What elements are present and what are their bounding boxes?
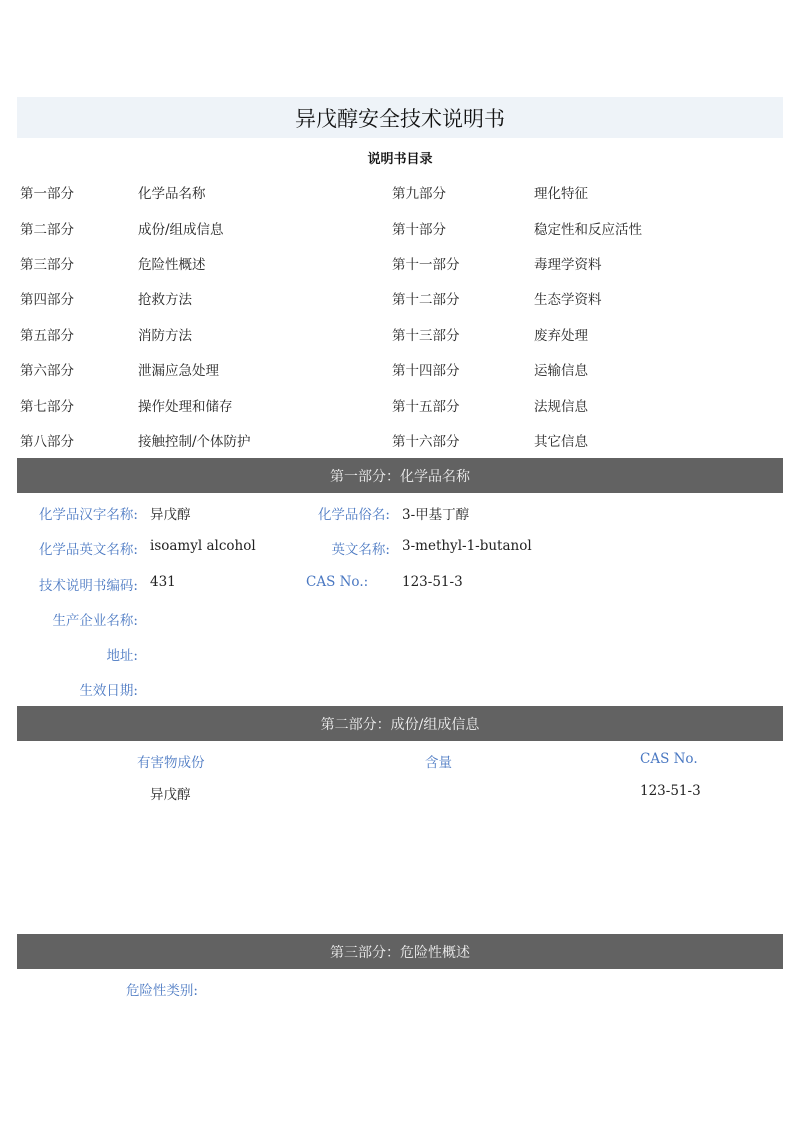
cas-cell: 123-51-3 <box>640 783 701 799</box>
toc-name: 生态学资料 <box>534 292 602 308</box>
toc-part: 第六部分 <box>20 363 74 379</box>
toc-part: 第十四部分 <box>392 363 460 379</box>
toc-part: 第十六部分 <box>392 434 460 450</box>
toc-row <box>0 218 800 238</box>
toc-part: 第十一部分 <box>392 257 460 273</box>
toc-part: 第九部分 <box>392 186 446 202</box>
toc-name: 废弃处理 <box>534 328 588 344</box>
toc-name: 法规信息 <box>534 399 588 415</box>
toc-name: 稳定性和反应活性 <box>534 222 642 238</box>
toc-name: 运输信息 <box>534 363 588 379</box>
toc-row <box>0 253 800 273</box>
toc-name: 理化特征 <box>534 186 588 202</box>
cas-value: 123-51-3 <box>402 574 463 590</box>
toc-part: 第一部分 <box>20 186 74 202</box>
address-label: 地址: <box>106 648 138 664</box>
toc-name: 接触控制/个体防护 <box>138 434 251 450</box>
toc-name: 操作处理和储存 <box>138 399 233 415</box>
toc-name: 毒理学资料 <box>534 257 602 273</box>
section-header-2: 第二部分：成份/组成信息 <box>17 706 783 741</box>
component-cell: 异戊醇 <box>150 787 191 803</box>
toc-part: 第十五部分 <box>392 399 460 415</box>
cn-name-value: 异戊醇 <box>150 507 191 523</box>
toc-part: 第十二部分 <box>392 292 460 308</box>
cas-label: CAS No.: <box>306 574 369 590</box>
effective-date-label: 生效日期: <box>79 683 138 699</box>
toc-name: 消防方法 <box>138 328 192 344</box>
toc-row <box>0 288 800 308</box>
en-name-value: isoamyl alcohol <box>150 538 256 554</box>
toc-name: 其它信息 <box>534 434 588 450</box>
toc-row <box>0 430 800 450</box>
hazard-category-label: 危险性类别: <box>125 983 198 999</box>
document-title: 异戊醇安全技术说明书 <box>17 97 783 138</box>
toc-name: 化学品名称 <box>138 186 206 202</box>
toc-part: 第四部分 <box>20 292 74 308</box>
toc-name: 成份/组成信息 <box>138 222 224 238</box>
toc-row <box>0 324 800 344</box>
cas-column-header: CAS No. <box>640 751 698 767</box>
toc-name: 危险性概述 <box>138 257 206 273</box>
toc-part: 第七部分 <box>20 399 74 415</box>
cn-name-label: 化学品汉字名称: <box>38 507 138 523</box>
code-value: 431 <box>150 574 176 590</box>
en-name-label: 化学品英文名称: <box>38 542 138 558</box>
maker-label: 生产企业名称: <box>52 613 138 629</box>
toc-part: 第十部分 <box>392 222 446 238</box>
toc-name: 抢救方法 <box>138 292 192 308</box>
toc-part: 第三部分 <box>20 257 74 273</box>
en-alias-label: 英文名称: <box>331 542 390 558</box>
toc-row <box>0 359 800 379</box>
toc-part: 第五部分 <box>20 328 74 344</box>
toc-part: 第八部分 <box>20 434 74 450</box>
code-label: 技术说明书编码: <box>38 578 138 594</box>
toc-row <box>0 182 800 202</box>
toc-name: 泄漏应急处理 <box>138 363 219 379</box>
section-header-3: 第三部分：危险性概述 <box>17 934 783 969</box>
content-column-header: 含量 <box>425 755 452 771</box>
common-name-value: 3-甲基丁醇 <box>402 507 470 523</box>
en-alias-value: 3-methyl-1-butanol <box>402 538 532 554</box>
section-header-1: 第一部分：化学品名称 <box>17 458 783 493</box>
toc-part: 第十三部分 <box>392 328 460 344</box>
toc-row <box>0 395 800 415</box>
common-name-label: 化学品俗名: <box>317 507 390 523</box>
toc-part: 第二部分 <box>20 222 74 238</box>
component-column-header: 有害物成份 <box>137 755 205 771</box>
toc-heading: 说明书目录 <box>367 152 433 167</box>
